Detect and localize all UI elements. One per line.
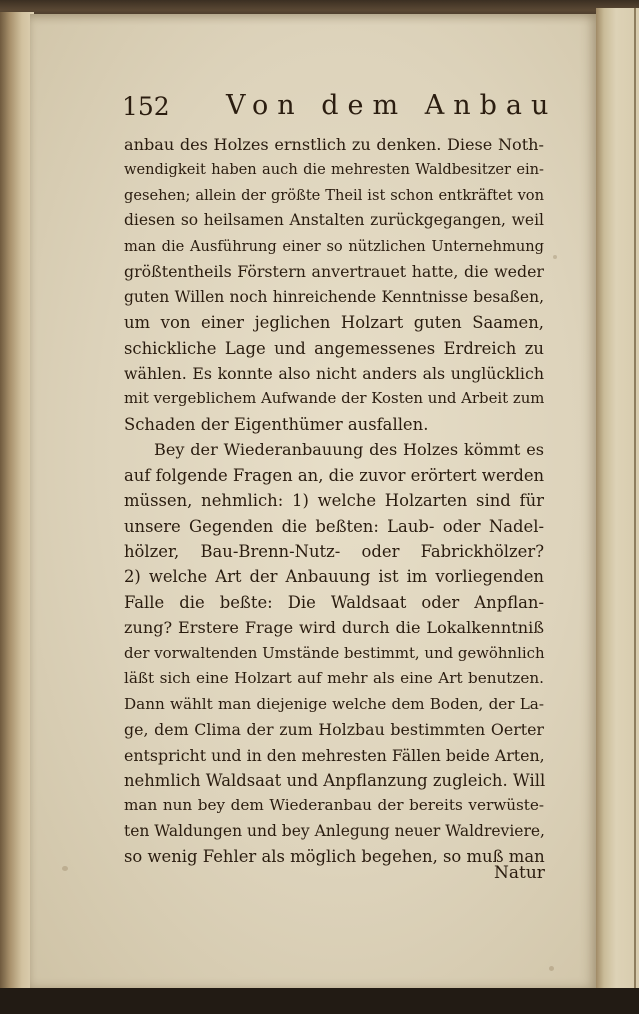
text-line: entspricht und in den mehresten Fällen beide Arten, bbox=[124, 745, 545, 765]
text-line: läßt sich eine Holzart auf mehr als eine Art benutzen. bbox=[124, 669, 544, 688]
text-line: ge, dem Clima der zum Holzbau bestimmten Oerter bbox=[124, 720, 544, 740]
text-line: guten Willen noch hinreichende Kenntnisse besaßen, bbox=[124, 287, 544, 306]
text-line: wählen. Es konnte also nicht anders als unglücklich bbox=[124, 363, 544, 383]
text-line: 2) welche Art der Anbauung ist im vorliegenden bbox=[124, 567, 544, 587]
text-line: diesen so heilsamen Anstalten zurückgegangen, weil bbox=[124, 211, 544, 230]
running-head: Von dem Anbau bbox=[226, 90, 558, 121]
text-line: gesehen; allein der größte Theil ist schon entkräftet von bbox=[124, 186, 544, 204]
text-line: größtentheils Förstern anvertrauet hatte, die weder bbox=[124, 262, 544, 282]
bottom-shadow bbox=[0, 988, 639, 1014]
text-line: Falle die beßte: Die Waldsaat oder Anpflan- bbox=[124, 592, 544, 612]
text-line: wendigkeit haben auch die mehresten Waldbesitzer ein- bbox=[124, 161, 544, 179]
text-line: unsere Gegenden die beßten: Laub- oder Nadel- bbox=[124, 516, 544, 536]
text-line: hölzer, Bau-Brenn-Nutz- oder Fabrickhölzer? bbox=[124, 542, 544, 561]
text-line: mit vergeblichem Aufwande der Kosten und Arbeit zum bbox=[124, 389, 545, 408]
text-line: Schaden der Eigenthümer ausfallen. bbox=[124, 414, 429, 434]
text-line: man die Ausführung einer so nützlichen Unternehmung bbox=[124, 237, 544, 255]
text-line: müssen, nehmlich: 1) welche Holzarten sind für bbox=[124, 491, 544, 511]
page-edge-line bbox=[634, 8, 636, 998]
text-line: so wenig Fehler als möglich begehen, so muß man bbox=[124, 847, 545, 867]
body-text bbox=[124, 132, 544, 870]
paper-stain bbox=[553, 255, 557, 259]
paragraph-start-line: Bey der Wiederanbauung des Holzes kömmt es bbox=[154, 440, 544, 460]
text-line: auf folgende Fragen an, die zuvor erörtert werden bbox=[124, 465, 545, 485]
paper-stain bbox=[549, 966, 554, 971]
paper-stain bbox=[62, 866, 68, 871]
text-line: schickliche Lage und angemessenes Erdreich zu bbox=[124, 338, 544, 358]
book-binding bbox=[0, 12, 34, 992]
catchword: Natur bbox=[494, 863, 545, 883]
text-line: ten Waldungen und bey Anlegung neuer Waldreviere, bbox=[124, 821, 545, 840]
text-line: anbau des Holzes ernstlich zu denken. Diese Noth- bbox=[124, 135, 544, 154]
text-line: zung? Erstere Frage wird durch die Lokalkenntniß bbox=[124, 618, 544, 638]
page-header bbox=[122, 90, 558, 126]
text-line: nehmlich Waldsaat und Anpflanzung zugleich. Will bbox=[124, 770, 546, 790]
text-line: der vorwaltenden Umstände bestimmt, und gewöhnlich bbox=[124, 643, 545, 662]
page-number: 152 bbox=[122, 92, 170, 121]
text-line: um von einer jeglichen Holzart guten Saamen, bbox=[124, 313, 544, 333]
text-line: Dann wählt man diejenige welche dem Boden, der La- bbox=[124, 694, 544, 713]
text-line: man nun bey dem Wiederanbau der bereits verwüste- bbox=[124, 796, 544, 815]
adjacent-page-edge bbox=[596, 8, 639, 998]
